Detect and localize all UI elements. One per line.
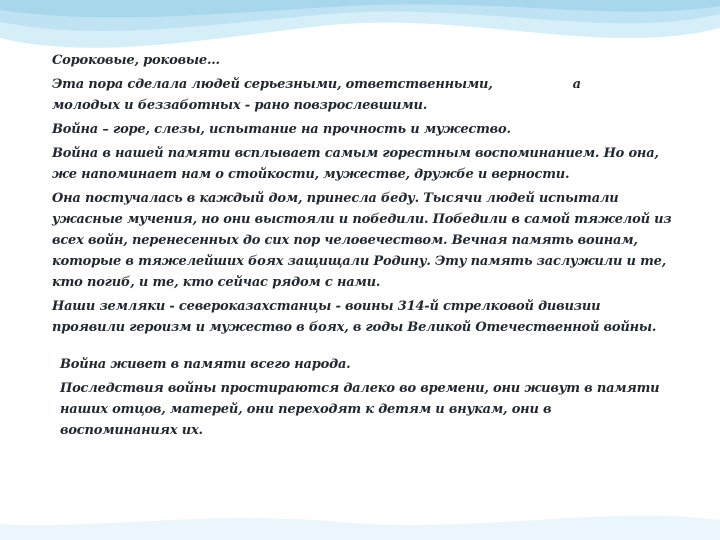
paragraph-4: Она постучалась в каждый дом, принесла беду. Тысячи людей испытали ужасные мучения, но они выстояли и победили. Победили в самой тяжелой из всех войн, перенесенных до сих пор человечеством. Вечная память воинам, которые в тяжелейших боях защищали Родину. Эту память заслужили и те, кто погиб, и те, кто сейчас рядом с нами. — [52, 191, 672, 290]
paragraph-1 — [52, 74, 672, 116]
paragraph-1-line2: молодых и беззаботных - рано повзрослевшими. — [52, 98, 428, 113]
paragraph-1-line1-start: Эта пора сделала людей серьезными, ответственными, — [52, 77, 493, 92]
paragraph-2: Война – горе, слезы, испытание на прочность и мужество. — [52, 122, 511, 137]
paragraph-3: Война в нашей памяти всплывает самым горестным воспоминанием. Но она, же напоминает нам о стойкости, мужестве, дружбе и верности. — [52, 146, 659, 182]
paragraph-7: Последствия войны простираются далеко во времени, они живут в памяти наших отцов, матерей, они переходят к детям и внукам, они в воспоминаниях их. — [60, 381, 660, 438]
slide-title: Сороковые, роковые… — [52, 53, 220, 68]
paragraph-1-line1-end: а — [572, 77, 581, 92]
slide-body — [52, 50, 672, 444]
paragraph-5: Наши земляки - североказахстанцы - воины 314-й стрелковой дивизии проявили героизм и мужество в боях, в годы Великой Отечественной войны. — [52, 299, 657, 335]
paragraph-6: Война живет в памяти всего народа. — [60, 357, 351, 372]
